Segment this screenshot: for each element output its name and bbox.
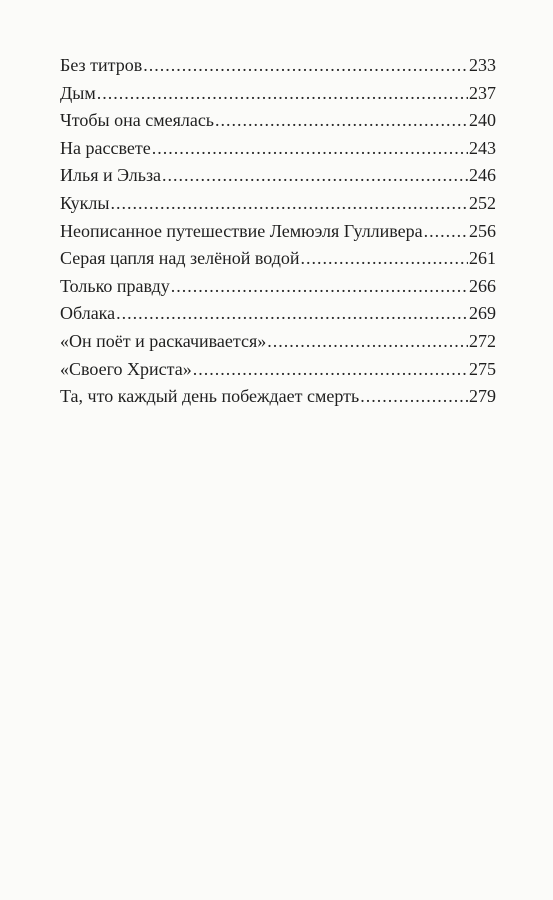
toc-entry (60, 107, 496, 135)
toc-entry (60, 300, 496, 328)
toc-entry (60, 80, 496, 108)
toc-leader-dots (267, 328, 468, 356)
toc-entry (60, 52, 496, 80)
toc-leader-dots (116, 300, 468, 328)
toc-entry-title: Чтобы она смеялась (60, 110, 215, 131)
toc-entry (60, 135, 496, 163)
toc-entry-page: 269 (469, 303, 496, 324)
toc-entry-page: 272 (469, 330, 496, 351)
toc-leader-dots (193, 356, 468, 384)
toc-entry (60, 190, 496, 218)
toc-entry (60, 356, 496, 384)
toc-leader-dots (301, 245, 468, 273)
toc-entry-page: 237 (469, 82, 496, 103)
toc-entry-page: 233 (469, 55, 496, 75)
toc-entry-title: Та, что каждый день побеждает смерть (60, 386, 360, 407)
toc-entry-title: Неописанное путешествие Лемюэля Гулливера (60, 220, 423, 241)
toc-entry-title: Только правду (60, 275, 170, 296)
toc-entry-page: 266 (469, 275, 496, 296)
toc-leader-dots (162, 162, 468, 190)
toc-entry (60, 383, 496, 411)
toc-leader-dots (171, 273, 468, 301)
toc-entry-title: «Своего Христа» (60, 358, 192, 379)
toc-leader-dots (97, 80, 468, 108)
toc-entry-page: 279 (469, 386, 496, 407)
toc-entry-title: Серая цапля над зелёной водой (60, 248, 300, 269)
toc-entry-page: 240 (469, 110, 496, 131)
table-of-contents (60, 52, 496, 411)
toc-entry (60, 162, 496, 190)
toc-entry (60, 273, 496, 301)
toc-leader-dots (360, 383, 468, 411)
toc-leader-dots (424, 218, 468, 246)
toc-entry-page: 243 (469, 137, 496, 158)
toc-entry-page: 246 (469, 165, 496, 186)
toc-entry-title: Куклы (60, 192, 110, 213)
toc-entry-page: 252 (469, 192, 496, 213)
toc-entry (60, 328, 496, 356)
toc-leader-dots (143, 52, 468, 80)
toc-entry-title: «Он поёт и раскачивается» (60, 330, 267, 351)
toc-entry-title: Облака (60, 303, 116, 324)
toc-entry (60, 218, 496, 246)
toc-entry-title: На рассвете (60, 137, 151, 158)
toc-entry-title: Илья и Эльза (60, 165, 162, 186)
toc-leader-dots (110, 190, 468, 218)
toc-entry-title: Дым (60, 82, 96, 103)
toc-leader-dots (215, 107, 468, 135)
toc-entry-page: 261 (469, 248, 496, 269)
toc-leader-dots (152, 135, 468, 163)
toc-entry-page: 275 (469, 358, 496, 379)
toc-entry-page: 256 (469, 220, 496, 241)
toc-entry-title: Без титров (60, 55, 143, 75)
toc-entry (60, 245, 496, 273)
